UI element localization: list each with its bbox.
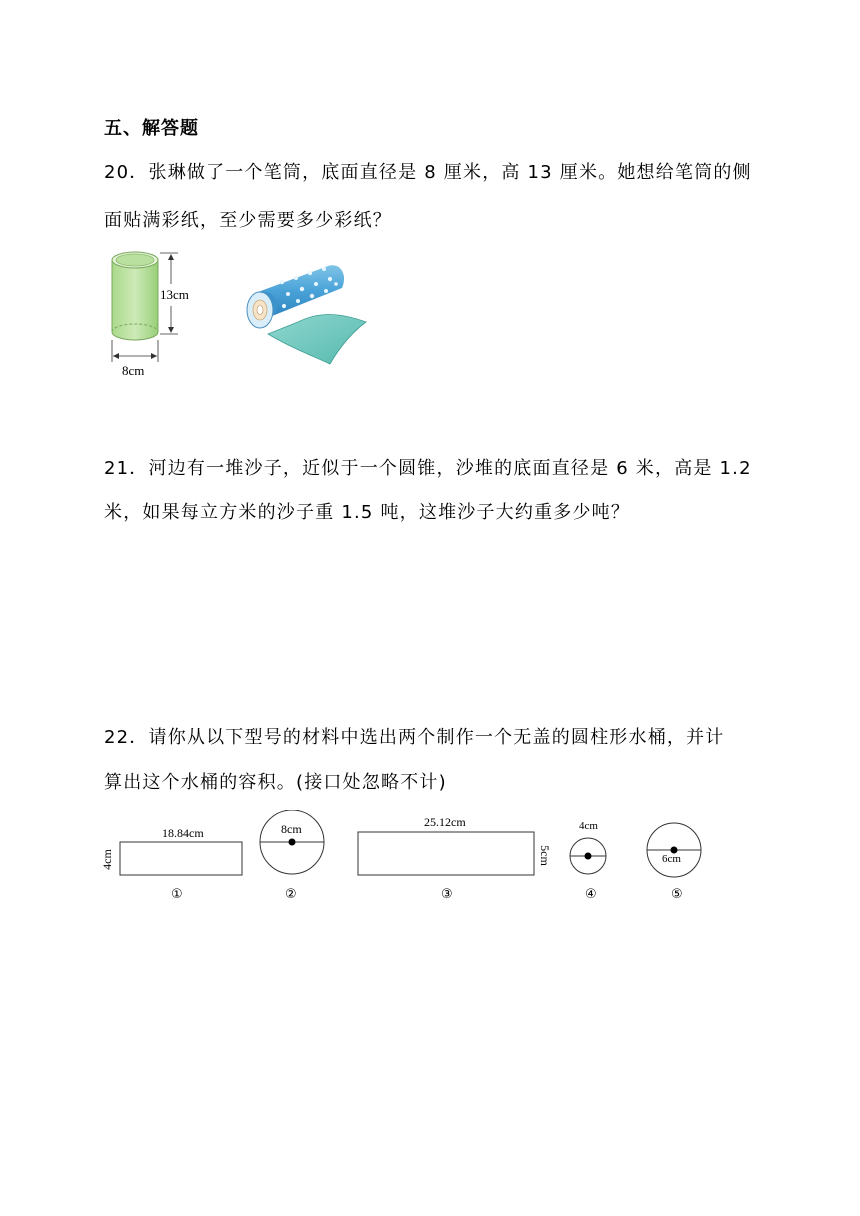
- height-label: 13cm: [160, 287, 189, 302]
- paper-roll-figure: [238, 254, 373, 369]
- diameter-label: 8cm: [122, 363, 145, 378]
- material-3-number: ③: [441, 887, 453, 902]
- material-3-rectangle: [358, 832, 534, 875]
- q22-line2: 算出这个水桶的容积。(接口处忽略不计): [104, 772, 447, 793]
- material-1-number: ①: [171, 887, 183, 902]
- material-2-diameter: 8cm: [281, 822, 302, 836]
- material-3-width: 5cm: [537, 845, 552, 866]
- material-5-number: ⑤: [671, 887, 683, 902]
- materials-figure: [100, 810, 720, 910]
- material-3-length: 25.12cm: [424, 815, 466, 829]
- q20-line1: 20．张琳做了一个笔筒，底面直径是 8 厘米，高 13 厘米。她想给笔筒的侧: [104, 162, 752, 183]
- material-4-number: ④: [585, 887, 597, 902]
- material-4-diameter: 4cm: [579, 820, 598, 832]
- q21-line1: 21．河边有一堆沙子，近似于一个圆锥，沙堆的底面直径是 6 米，高是 1.2: [104, 458, 752, 479]
- q20-line2: 面贴满彩纸，至少需要多少彩纸？: [104, 210, 392, 231]
- section-title: 五、解答题: [104, 118, 199, 139]
- pen-holder-cylinder-figure: [100, 244, 210, 379]
- material-5-diameter: 6cm: [662, 853, 681, 865]
- q22-line1: 22．请你从以下型号的材料中选出两个制作一个无盖的圆柱形水桶，并计: [104, 727, 725, 748]
- material-1-length: 18.84cm: [162, 826, 204, 840]
- material-2-number: ②: [285, 887, 297, 902]
- q21-line2: 米，如果每立方米的沙子重 1.5 吨，这堆沙子大约重多少吨？: [104, 502, 631, 523]
- material-1-width: 4cm: [99, 849, 114, 870]
- material-1-rectangle: [120, 842, 242, 875]
